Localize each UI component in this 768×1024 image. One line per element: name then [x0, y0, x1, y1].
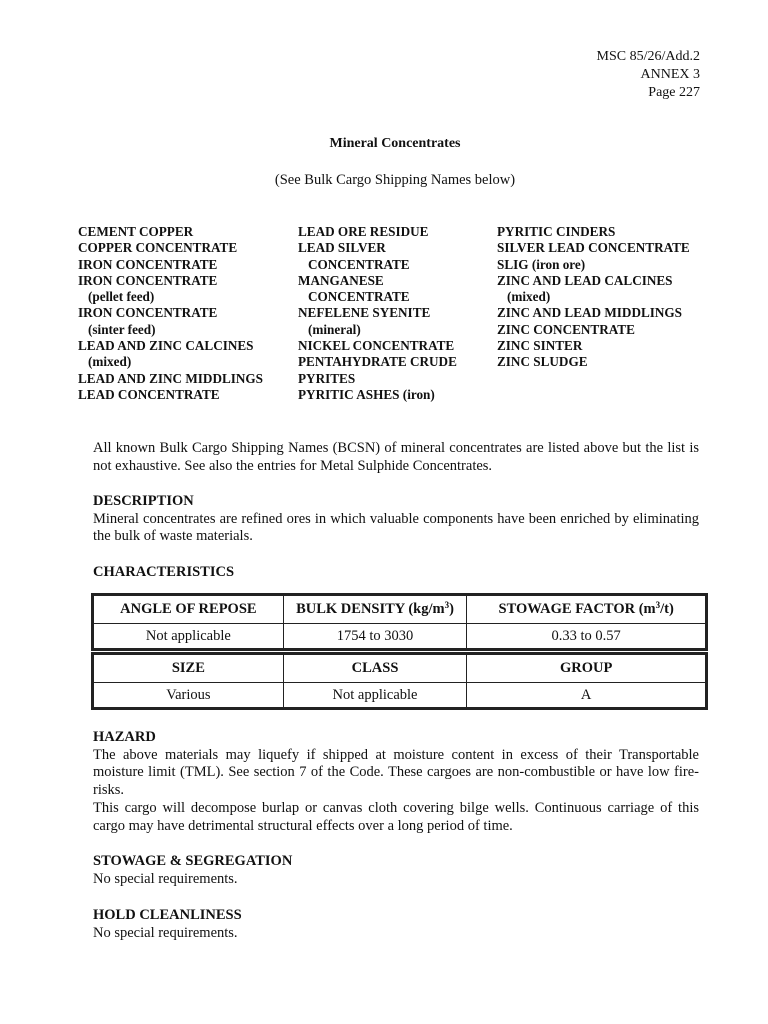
stowage-segregation-section [93, 853, 699, 888]
characteristics-heading-text: CHARACTERISTICS [93, 564, 235, 580]
group-header: GROUP [467, 655, 706, 683]
shipping-names-column-1 [78, 224, 293, 403]
bulk-density-header: BULK DENSITY $(kg/m^3)$ [283, 596, 467, 624]
doc-code: MSC 85/26/Add.2 [596, 49, 700, 64]
shipping-name-item: ZINC CONCENTRATE [497, 321, 635, 337]
shipping-name-item: ZINC AND LEAD CALCINES [497, 272, 673, 288]
description-text: Mineral concentrates are refined ores in which valuable components have been enriched by eliminating the bulk of waste materials. [93, 510, 699, 545]
hazard-text-2: This cargo will decompose burlap or canvas cloth covering bilge wells. Continuous carriage of this cargo may have detrimental structural effects over a long period of time. [93, 799, 699, 834]
stowage-segregation-text: No special requirements. [93, 870, 238, 887]
shipping-name-item: NICKEL CONCENTRATE [298, 338, 455, 354]
hold-cleanliness-text: No special requirements. [93, 924, 238, 941]
hold-cleanliness-section [93, 907, 699, 942]
size-header: SIZE [94, 655, 284, 683]
shipping-name-item: CEMENT COPPER [78, 224, 194, 239]
shipping-name-item: NEFELENE SYENITE [298, 305, 431, 321]
shipping-name-item: (pellet feed) [88, 289, 155, 305]
document-reference [597, 48, 700, 102]
shipping-name-item: PYRITES [298, 370, 356, 386]
description-section [93, 493, 699, 546]
stowage-factor-header: STOWAGE FACTOR $(m^3/t)$ [467, 596, 706, 624]
angle-of-repose-header: ANGLE OF REPOSE [94, 596, 284, 624]
stowage-factor-value: 0.33 to 0.57 [467, 624, 706, 649]
characteristics-table-1 [91, 593, 708, 651]
shipping-name-item: LEAD AND ZINC MIDDLINGS [78, 370, 264, 386]
page-subtitle: (See Bulk Cargo Shipping Names below) [274, 172, 516, 188]
properties-table-2 [93, 654, 706, 708]
shipping-name-item: (mixed) [507, 289, 551, 305]
shipping-name-item: IRON CONCENTRATE [78, 256, 218, 272]
characteristics-heading [93, 564, 699, 582]
shipping-name-item: LEAD SILVER [298, 240, 386, 256]
class-header: CLASS [283, 655, 467, 683]
shipping-name-item: ZINC SINTER [497, 338, 583, 354]
shipping-name-item: IRON CONCENTRATE [78, 272, 218, 288]
stowage-segregation-heading: STOWAGE & SEGREGATION [93, 853, 293, 869]
shipping-name-item: SILVER LEAD CONCENTRATE [497, 240, 690, 256]
shipping-name-item: PENTAHYDRATE CRUDE [298, 354, 457, 370]
shipping-name-item: MANGANESE [298, 272, 384, 288]
intro-paragraph: All known Bulk Cargo Shipping Names (BCSN) of mineral concentrates are listed above but the list is not exhaustive. See also the entries for Metal Sulphide Concentrates. [93, 440, 699, 474]
hold-cleanliness-heading: HOLD CLEANLINESS [93, 907, 242, 923]
shipping-name-item: SLIG (iron ore) [497, 256, 586, 272]
shipping-name-item: (mineral) [308, 321, 361, 337]
hazard-section [93, 729, 699, 835]
shipping-name-item: ZINC SLUDGE [497, 354, 588, 370]
shipping-names-column-3 [497, 224, 727, 371]
properties-table-1 [93, 595, 706, 649]
bulk-density-value: 1754 to 3030 [283, 624, 467, 649]
shipping-name-item: CONCENTRATE [308, 289, 410, 305]
group-value: A [467, 683, 706, 708]
page-number: Page 227 [648, 85, 700, 100]
shipping-name-item: (mixed) [88, 354, 132, 370]
hazard-text-1: The above materials may liquefy if shipped at moisture content in excess of their Transportable moisture limit (TML). See section 7 of the Code. These cargoes are non-combustible or have low fire-risks. [93, 746, 699, 799]
shipping-name-item: PYRITIC CINDERS [497, 224, 616, 239]
hazard-heading: HAZARD [93, 729, 156, 745]
shipping-name-item: ZINC AND LEAD MIDDLINGS [497, 305, 683, 321]
characteristics-table-2 [91, 652, 708, 710]
class-value: Not applicable [283, 683, 467, 708]
shipping-names-column-2 [298, 224, 494, 403]
shipping-name-item: (sinter feed) [88, 321, 156, 337]
shipping-name-item: PYRITIC ASHES (iron) [298, 386, 435, 402]
size-value: Various [94, 683, 284, 708]
description-heading: DESCRIPTION [93, 493, 194, 509]
shipping-name-item: LEAD AND ZINC CALCINES [78, 338, 254, 354]
annex-label: ANNEX 3 [640, 67, 700, 82]
page-title: Mineral Concentrates [329, 136, 461, 151]
shipping-name-item: LEAD ORE RESIDUE [298, 224, 429, 239]
shipping-name-item: LEAD CONCENTRATE [78, 386, 220, 402]
angle-of-repose-value: Not applicable [94, 624, 284, 649]
shipping-name-item: IRON CONCENTRATE [78, 305, 218, 321]
shipping-name-item: COPPER CONCENTRATE [78, 240, 238, 256]
shipping-name-item: CONCENTRATE [308, 256, 410, 272]
